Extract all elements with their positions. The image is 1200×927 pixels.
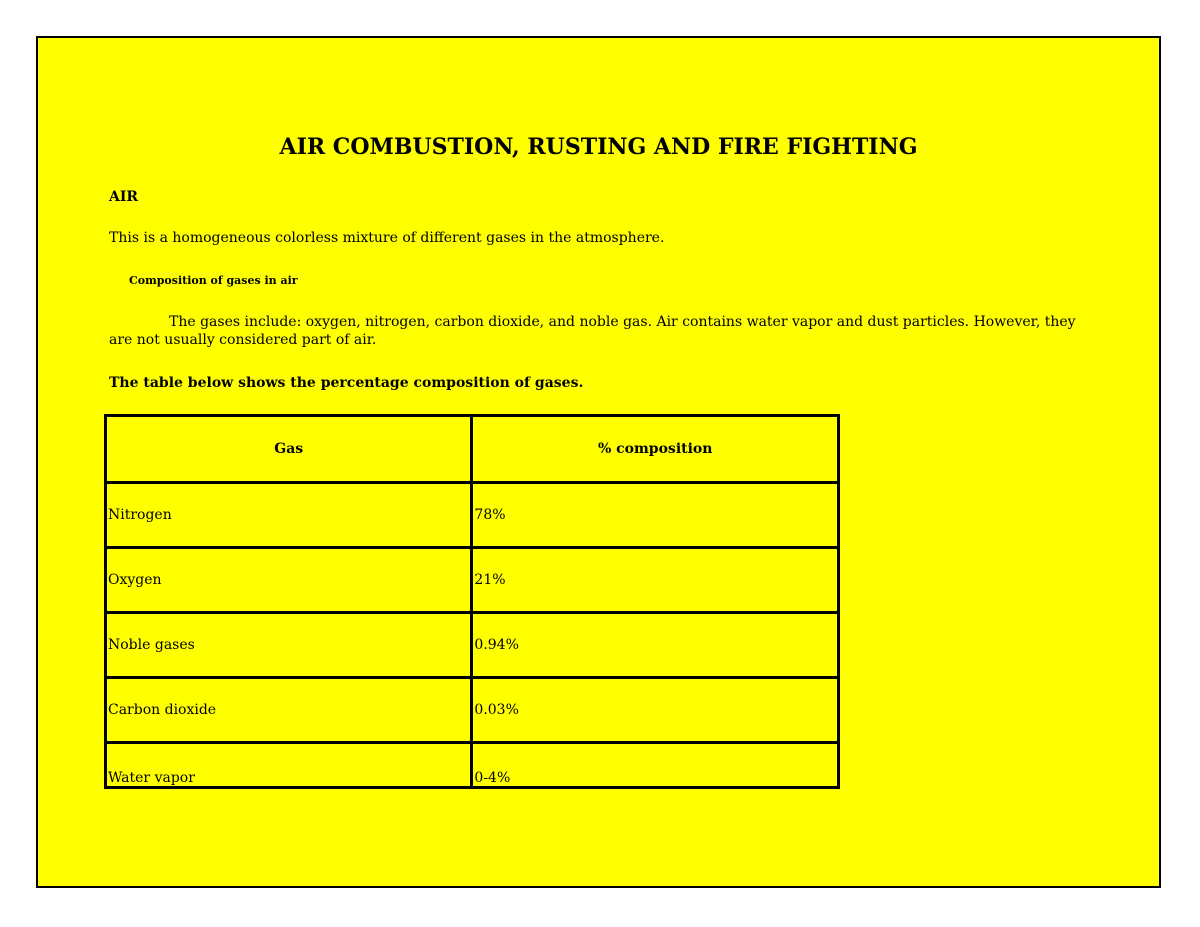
definition-text: This is a homogeneous colorless mixture of different gases in the atmosphere. — [109, 230, 665, 246]
header-gas: Gas — [106, 416, 472, 483]
gas-name-cell: Water vapor — [106, 743, 472, 788]
table-header-row — [106, 416, 839, 483]
gas-name-cell: Noble gases — [106, 613, 472, 678]
body-paragraph: The gases include: oxygen, nitrogen, carbon dioxide, and noble gas. Air contains water vapor and dust particles. However, they are not usually considered part of air. — [109, 314, 1076, 348]
document-page — [36, 36, 1161, 888]
table-row — [106, 678, 839, 743]
table-row — [106, 613, 839, 678]
gas-name-cell: Carbon dioxide — [106, 678, 472, 743]
composition-cell: 0-4% — [472, 743, 839, 788]
gas-composition-table — [104, 414, 840, 789]
composition-cell: 21% — [472, 548, 839, 613]
gas-name-cell: Nitrogen — [106, 483, 472, 548]
composition-cell: 0.94% — [472, 613, 839, 678]
table-row — [106, 548, 839, 613]
table-row — [106, 743, 839, 788]
subheading: Composition of gases in air — [129, 274, 298, 287]
section-heading: AIR — [109, 189, 139, 205]
gas-name-cell: Oxygen — [106, 548, 472, 613]
table-row — [106, 483, 839, 548]
header-composition: % composition — [472, 416, 839, 483]
page-title: AIR COMBUSTION, RUSTING AND FIRE FIGHTING — [279, 134, 918, 160]
composition-cell: 78% — [472, 483, 839, 548]
composition-cell: 0.03% — [472, 678, 839, 743]
table-intro: The table below shows the percentage composition of gases. — [109, 375, 584, 391]
